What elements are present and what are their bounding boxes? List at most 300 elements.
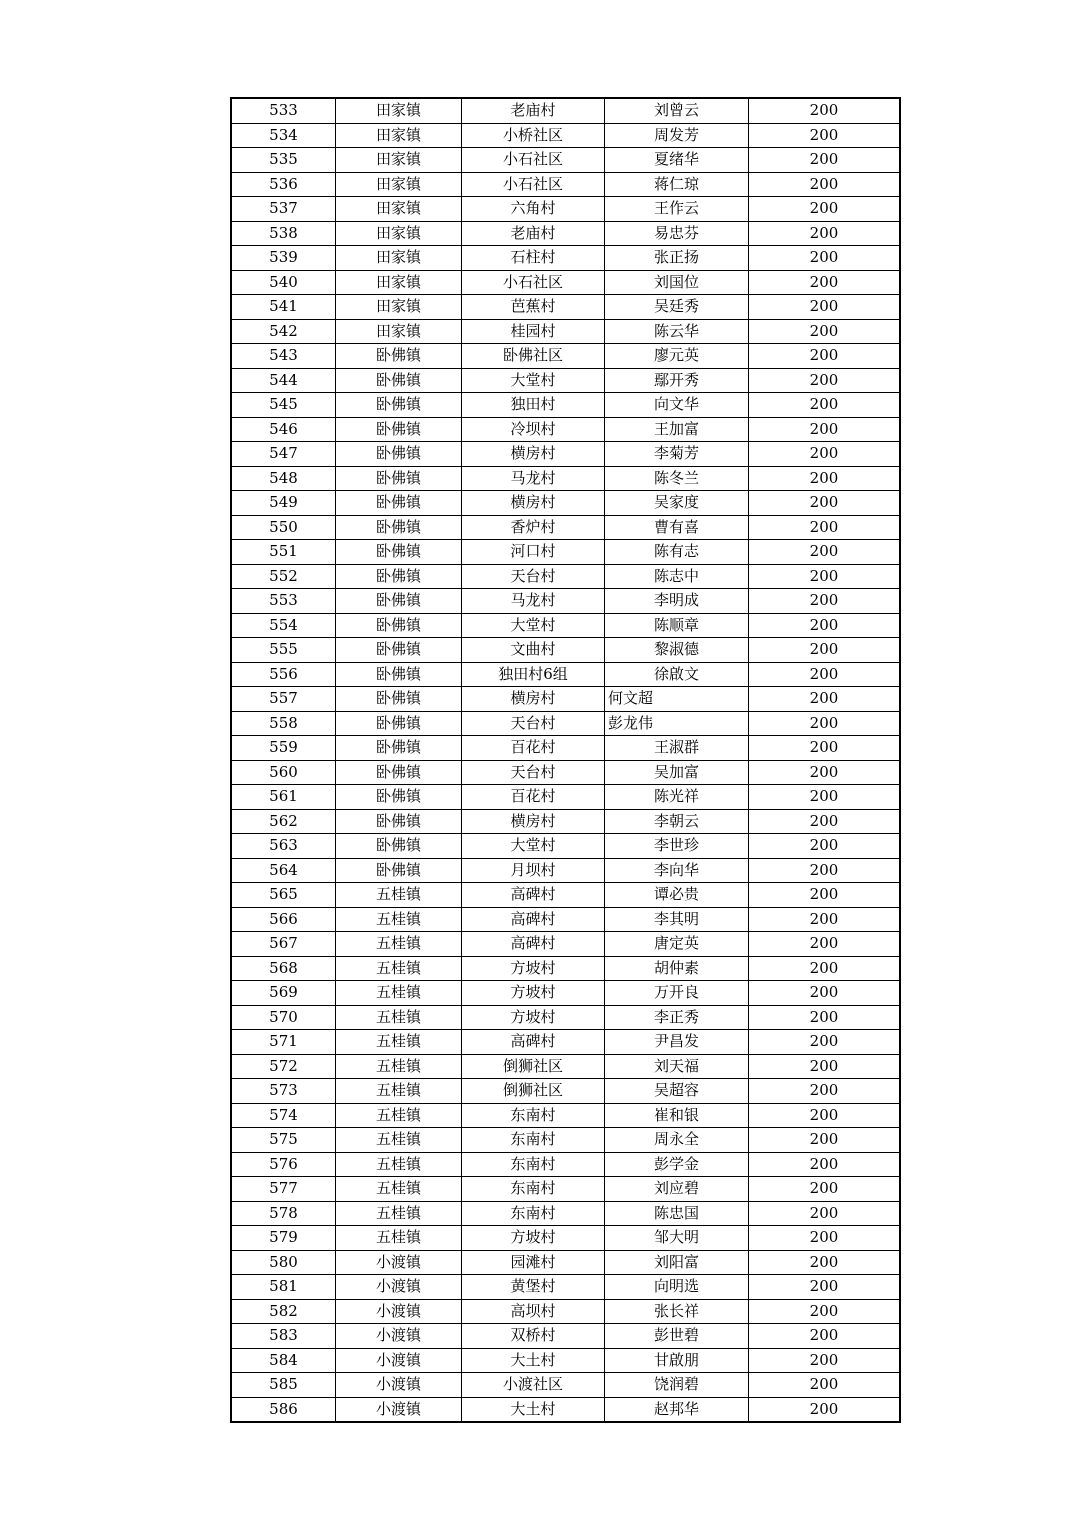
village-cell: 马龙村	[462, 589, 605, 614]
village-cell: 双桥村	[462, 1324, 605, 1349]
serial-number-cell: 555	[231, 638, 336, 663]
roster-table	[230, 97, 901, 1423]
village-cell: 大土村	[462, 1348, 605, 1373]
table-row	[231, 687, 900, 712]
person-name-cell: 彭学金	[605, 1152, 749, 1177]
serial-number-cell: 552	[231, 564, 336, 589]
village-cell: 方坡村	[462, 956, 605, 981]
person-name-cell: 刘阳富	[605, 1250, 749, 1275]
table-row	[231, 442, 900, 467]
person-name-cell: 崔和银	[605, 1103, 749, 1128]
village-cell: 高坝村	[462, 1299, 605, 1324]
town-cell: 田家镇	[336, 123, 462, 148]
table-row	[231, 172, 900, 197]
village-cell: 月坝村	[462, 858, 605, 883]
person-name-cell: 向文华	[605, 393, 749, 418]
town-cell: 田家镇	[336, 197, 462, 222]
person-name-cell: 陈冬兰	[605, 466, 749, 491]
table-row	[231, 221, 900, 246]
person-name-cell: 陈顺章	[605, 613, 749, 638]
village-cell: 横房村	[462, 809, 605, 834]
village-cell: 大堂村	[462, 613, 605, 638]
amount-cell: 200	[749, 246, 901, 271]
village-cell: 冷坝村	[462, 417, 605, 442]
town-cell: 卧佛镇	[336, 344, 462, 369]
village-cell: 老庙村	[462, 221, 605, 246]
village-cell: 香炉村	[462, 515, 605, 540]
serial-number-cell: 551	[231, 540, 336, 565]
town-cell: 小渡镇	[336, 1348, 462, 1373]
amount-cell: 200	[749, 295, 901, 320]
town-cell: 小渡镇	[336, 1250, 462, 1275]
town-cell: 卧佛镇	[336, 613, 462, 638]
village-cell: 方坡村	[462, 1226, 605, 1251]
person-name-cell: 刘国位	[605, 270, 749, 295]
serial-number-cell: 559	[231, 736, 336, 761]
town-cell: 田家镇	[336, 98, 462, 123]
person-name-cell: 尹昌发	[605, 1030, 749, 1055]
town-cell: 田家镇	[336, 270, 462, 295]
table-row	[231, 1054, 900, 1079]
town-cell: 卧佛镇	[336, 442, 462, 467]
person-name-cell: 谭必贵	[605, 883, 749, 908]
serial-number-cell: 539	[231, 246, 336, 271]
serial-number-cell: 571	[231, 1030, 336, 1055]
serial-number-cell: 573	[231, 1079, 336, 1104]
table-row	[231, 417, 900, 442]
town-cell: 卧佛镇	[336, 417, 462, 442]
town-cell: 卧佛镇	[336, 589, 462, 614]
village-cell: 河口村	[462, 540, 605, 565]
amount-cell: 200	[749, 393, 901, 418]
town-cell: 卧佛镇	[336, 540, 462, 565]
person-name-cell: 刘天福	[605, 1054, 749, 1079]
table-row	[231, 1177, 900, 1202]
amount-cell: 200	[749, 1054, 901, 1079]
table-row	[231, 197, 900, 222]
person-name-cell: 刘曾云	[605, 98, 749, 123]
village-cell: 横房村	[462, 442, 605, 467]
table-row	[231, 540, 900, 565]
person-name-cell: 陈云华	[605, 319, 749, 344]
amount-cell: 200	[749, 1177, 901, 1202]
serial-number-cell: 550	[231, 515, 336, 540]
amount-cell: 200	[749, 1348, 901, 1373]
village-cell: 高碑村	[462, 883, 605, 908]
village-cell: 芭蕉村	[462, 295, 605, 320]
amount-cell: 200	[749, 344, 901, 369]
amount-cell: 200	[749, 1030, 901, 1055]
town-cell: 五桂镇	[336, 1177, 462, 1202]
serial-number-cell: 557	[231, 687, 336, 712]
village-cell: 方坡村	[462, 981, 605, 1006]
village-cell: 老庙村	[462, 98, 605, 123]
village-cell: 黄堡村	[462, 1275, 605, 1300]
person-name-cell: 王作云	[605, 197, 749, 222]
serial-number-cell: 564	[231, 858, 336, 883]
town-cell: 小渡镇	[336, 1324, 462, 1349]
serial-number-cell: 582	[231, 1299, 336, 1324]
person-name-cell: 唐定英	[605, 932, 749, 957]
amount-cell: 200	[749, 1152, 901, 1177]
table-row	[231, 1128, 900, 1153]
person-name-cell: 陈志中	[605, 564, 749, 589]
town-cell: 卧佛镇	[336, 466, 462, 491]
table-row	[231, 1299, 900, 1324]
town-cell: 五桂镇	[336, 1152, 462, 1177]
amount-cell: 200	[749, 1324, 901, 1349]
serial-number-cell: 541	[231, 295, 336, 320]
table-row	[231, 1275, 900, 1300]
serial-number-cell: 533	[231, 98, 336, 123]
person-name-cell: 廖元英	[605, 344, 749, 369]
serial-number-cell: 569	[231, 981, 336, 1006]
serial-number-cell: 556	[231, 662, 336, 687]
person-name-cell: 饶润碧	[605, 1373, 749, 1398]
village-cell: 百花村	[462, 736, 605, 761]
town-cell: 卧佛镇	[336, 736, 462, 761]
town-cell: 卧佛镇	[336, 515, 462, 540]
village-cell: 东南村	[462, 1177, 605, 1202]
amount-cell: 200	[749, 1373, 901, 1398]
serial-number-cell: 563	[231, 834, 336, 859]
village-cell: 横房村	[462, 687, 605, 712]
village-cell: 横房村	[462, 491, 605, 516]
serial-number-cell: 562	[231, 809, 336, 834]
person-name-cell: 李世珍	[605, 834, 749, 859]
serial-number-cell: 579	[231, 1226, 336, 1251]
amount-cell: 200	[749, 1201, 901, 1226]
amount-cell: 200	[749, 638, 901, 663]
amount-cell: 200	[749, 1128, 901, 1153]
table-row	[231, 368, 900, 393]
table-row	[231, 564, 900, 589]
serial-number-cell: 558	[231, 711, 336, 736]
serial-number-cell: 554	[231, 613, 336, 638]
serial-number-cell: 585	[231, 1373, 336, 1398]
town-cell: 五桂镇	[336, 1226, 462, 1251]
serial-number-cell: 538	[231, 221, 336, 246]
table-row	[231, 344, 900, 369]
town-cell: 五桂镇	[336, 1103, 462, 1128]
village-cell: 大堂村	[462, 834, 605, 859]
village-cell: 独田村6组	[462, 662, 605, 687]
amount-cell: 200	[749, 466, 901, 491]
serial-number-cell: 545	[231, 393, 336, 418]
amount-cell: 200	[749, 540, 901, 565]
table-row	[231, 1103, 900, 1128]
amount-cell: 200	[749, 564, 901, 589]
village-cell: 高碑村	[462, 932, 605, 957]
village-cell: 百花村	[462, 785, 605, 810]
amount-cell: 200	[749, 270, 901, 295]
table-row	[231, 98, 900, 123]
village-cell: 东南村	[462, 1103, 605, 1128]
serial-number-cell: 576	[231, 1152, 336, 1177]
town-cell: 卧佛镇	[336, 858, 462, 883]
serial-number-cell: 535	[231, 148, 336, 173]
table-row	[231, 1152, 900, 1177]
person-name-cell: 吴家度	[605, 491, 749, 516]
town-cell: 卧佛镇	[336, 687, 462, 712]
village-cell: 大堂村	[462, 368, 605, 393]
amount-cell: 200	[749, 221, 901, 246]
person-name-cell: 张长祥	[605, 1299, 749, 1324]
village-cell: 小渡社区	[462, 1373, 605, 1398]
amount-cell: 200	[749, 736, 901, 761]
village-cell: 马龙村	[462, 466, 605, 491]
amount-cell: 200	[749, 1299, 901, 1324]
person-name-cell: 吴加富	[605, 760, 749, 785]
amount-cell: 200	[749, 515, 901, 540]
table-row	[231, 1324, 900, 1349]
town-cell: 卧佛镇	[336, 393, 462, 418]
person-name-cell: 甘啟朋	[605, 1348, 749, 1373]
person-name-cell: 刘应碧	[605, 1177, 749, 1202]
serial-number-cell: 560	[231, 760, 336, 785]
serial-number-cell: 542	[231, 319, 336, 344]
village-cell: 文曲村	[462, 638, 605, 663]
table-row	[231, 319, 900, 344]
table-row	[231, 589, 900, 614]
village-cell: 倒狮社区	[462, 1079, 605, 1104]
serial-number-cell: 567	[231, 932, 336, 957]
serial-number-cell: 534	[231, 123, 336, 148]
serial-number-cell: 581	[231, 1275, 336, 1300]
town-cell: 田家镇	[336, 148, 462, 173]
town-cell: 卧佛镇	[336, 564, 462, 589]
person-name-cell: 李朝云	[605, 809, 749, 834]
serial-number-cell: 578	[231, 1201, 336, 1226]
amount-cell: 200	[749, 1275, 901, 1300]
serial-number-cell: 565	[231, 883, 336, 908]
town-cell: 五桂镇	[336, 1054, 462, 1079]
serial-number-cell: 549	[231, 491, 336, 516]
serial-number-cell: 543	[231, 344, 336, 369]
serial-number-cell: 568	[231, 956, 336, 981]
amount-cell: 200	[749, 319, 901, 344]
village-cell: 小石社区	[462, 148, 605, 173]
village-cell: 高碑村	[462, 907, 605, 932]
town-cell: 五桂镇	[336, 1030, 462, 1055]
person-name-cell: 陈有志	[605, 540, 749, 565]
village-cell: 东南村	[462, 1152, 605, 1177]
serial-number-cell: 546	[231, 417, 336, 442]
amount-cell: 200	[749, 981, 901, 1006]
person-name-cell: 李正秀	[605, 1005, 749, 1030]
person-name-cell: 吴廷秀	[605, 295, 749, 320]
town-cell: 卧佛镇	[336, 711, 462, 736]
town-cell: 小渡镇	[336, 1275, 462, 1300]
village-cell: 独田村	[462, 393, 605, 418]
amount-cell: 200	[749, 148, 901, 173]
table-row	[231, 515, 900, 540]
village-cell: 六角村	[462, 197, 605, 222]
person-name-cell: 向明选	[605, 1275, 749, 1300]
town-cell: 田家镇	[336, 172, 462, 197]
table-row	[231, 956, 900, 981]
person-name-cell: 王淑群	[605, 736, 749, 761]
person-name-cell: 赵邦华	[605, 1397, 749, 1422]
person-name-cell: 王加富	[605, 417, 749, 442]
person-name-cell: 夏绪华	[605, 148, 749, 173]
amount-cell: 200	[749, 809, 901, 834]
serial-number-cell: 536	[231, 172, 336, 197]
serial-number-cell: 537	[231, 197, 336, 222]
town-cell: 卧佛镇	[336, 662, 462, 687]
amount-cell: 200	[749, 589, 901, 614]
serial-number-cell: 553	[231, 589, 336, 614]
person-name-cell: 周永全	[605, 1128, 749, 1153]
serial-number-cell: 544	[231, 368, 336, 393]
town-cell: 五桂镇	[336, 1005, 462, 1030]
person-name-cell: 何文超	[605, 687, 749, 712]
table-row	[231, 1030, 900, 1055]
town-cell: 田家镇	[336, 221, 462, 246]
village-cell: 高碑村	[462, 1030, 605, 1055]
amount-cell: 200	[749, 687, 901, 712]
amount-cell: 200	[749, 907, 901, 932]
town-cell: 小渡镇	[336, 1397, 462, 1422]
village-cell: 倒狮社区	[462, 1054, 605, 1079]
amount-cell: 200	[749, 613, 901, 638]
town-cell: 田家镇	[336, 246, 462, 271]
village-cell: 天台村	[462, 711, 605, 736]
table-row	[231, 932, 900, 957]
table-row	[231, 711, 900, 736]
town-cell: 小渡镇	[336, 1299, 462, 1324]
person-name-cell: 邹大明	[605, 1226, 749, 1251]
serial-number-cell: 574	[231, 1103, 336, 1128]
person-name-cell: 彭世碧	[605, 1324, 749, 1349]
table-row	[231, 295, 900, 320]
table-row	[231, 662, 900, 687]
town-cell: 五桂镇	[336, 981, 462, 1006]
person-name-cell: 陈光祥	[605, 785, 749, 810]
town-cell: 卧佛镇	[336, 785, 462, 810]
amount-cell: 200	[749, 98, 901, 123]
amount-cell: 200	[749, 883, 901, 908]
village-cell: 东南村	[462, 1128, 605, 1153]
serial-number-cell: 566	[231, 907, 336, 932]
town-cell: 五桂镇	[336, 1201, 462, 1226]
person-name-cell: 周发芳	[605, 123, 749, 148]
amount-cell: 200	[749, 1250, 901, 1275]
table-row	[231, 466, 900, 491]
amount-cell: 200	[749, 1397, 901, 1422]
town-cell: 田家镇	[336, 295, 462, 320]
serial-number-cell: 547	[231, 442, 336, 467]
amount-cell: 200	[749, 491, 901, 516]
village-cell: 天台村	[462, 760, 605, 785]
town-cell: 卧佛镇	[336, 638, 462, 663]
amount-cell: 200	[749, 785, 901, 810]
table-row	[231, 834, 900, 859]
town-cell: 卧佛镇	[336, 368, 462, 393]
person-name-cell: 李向华	[605, 858, 749, 883]
person-name-cell: 彭龙伟	[605, 711, 749, 736]
amount-cell: 200	[749, 417, 901, 442]
table-row	[231, 1226, 900, 1251]
person-name-cell: 鄢开秀	[605, 368, 749, 393]
table-row	[231, 1005, 900, 1030]
person-name-cell: 张正扬	[605, 246, 749, 271]
town-cell: 卧佛镇	[336, 491, 462, 516]
person-name-cell: 易忠芬	[605, 221, 749, 246]
amount-cell: 200	[749, 123, 901, 148]
table-row	[231, 1201, 900, 1226]
table-row	[231, 148, 900, 173]
amount-cell: 200	[749, 834, 901, 859]
town-cell: 五桂镇	[336, 1128, 462, 1153]
person-name-cell: 陈忠国	[605, 1201, 749, 1226]
serial-number-cell: 584	[231, 1348, 336, 1373]
amount-cell: 200	[749, 760, 901, 785]
serial-number-cell: 548	[231, 466, 336, 491]
table-row	[231, 613, 900, 638]
person-name-cell: 曹有喜	[605, 515, 749, 540]
village-cell: 园滩村	[462, 1250, 605, 1275]
town-cell: 田家镇	[336, 319, 462, 344]
person-name-cell: 李其明	[605, 907, 749, 932]
serial-number-cell: 540	[231, 270, 336, 295]
town-cell: 五桂镇	[336, 1079, 462, 1104]
village-cell: 小石社区	[462, 172, 605, 197]
table-row	[231, 785, 900, 810]
table-row	[231, 883, 900, 908]
person-name-cell: 李明成	[605, 589, 749, 614]
amount-cell: 200	[749, 197, 901, 222]
serial-number-cell: 583	[231, 1324, 336, 1349]
serial-number-cell: 580	[231, 1250, 336, 1275]
amount-cell: 200	[749, 1226, 901, 1251]
serial-number-cell: 575	[231, 1128, 336, 1153]
town-cell: 卧佛镇	[336, 834, 462, 859]
serial-number-cell: 561	[231, 785, 336, 810]
amount-cell: 200	[749, 172, 901, 197]
person-name-cell: 黎淑德	[605, 638, 749, 663]
village-cell: 天台村	[462, 564, 605, 589]
person-name-cell: 吴超容	[605, 1079, 749, 1104]
amount-cell: 200	[749, 858, 901, 883]
town-cell: 卧佛镇	[336, 809, 462, 834]
serial-number-cell: 577	[231, 1177, 336, 1202]
town-cell: 五桂镇	[336, 883, 462, 908]
amount-cell: 200	[749, 442, 901, 467]
table-row	[231, 907, 900, 932]
town-cell: 五桂镇	[336, 907, 462, 932]
amount-cell: 200	[749, 932, 901, 957]
roster-table-body	[231, 98, 900, 1422]
person-name-cell: 徐啟文	[605, 662, 749, 687]
serial-number-cell: 572	[231, 1054, 336, 1079]
table-row	[231, 491, 900, 516]
amount-cell: 200	[749, 368, 901, 393]
table-row	[231, 736, 900, 761]
table-row	[231, 393, 900, 418]
table-row	[231, 270, 900, 295]
table-row	[231, 1373, 900, 1398]
town-cell: 五桂镇	[336, 932, 462, 957]
table-row	[231, 123, 900, 148]
person-name-cell: 李菊芳	[605, 442, 749, 467]
serial-number-cell: 570	[231, 1005, 336, 1030]
town-cell: 小渡镇	[336, 1373, 462, 1398]
village-cell: 大土村	[462, 1397, 605, 1422]
table-row	[231, 638, 900, 663]
amount-cell: 200	[749, 711, 901, 736]
table-row	[231, 246, 900, 271]
